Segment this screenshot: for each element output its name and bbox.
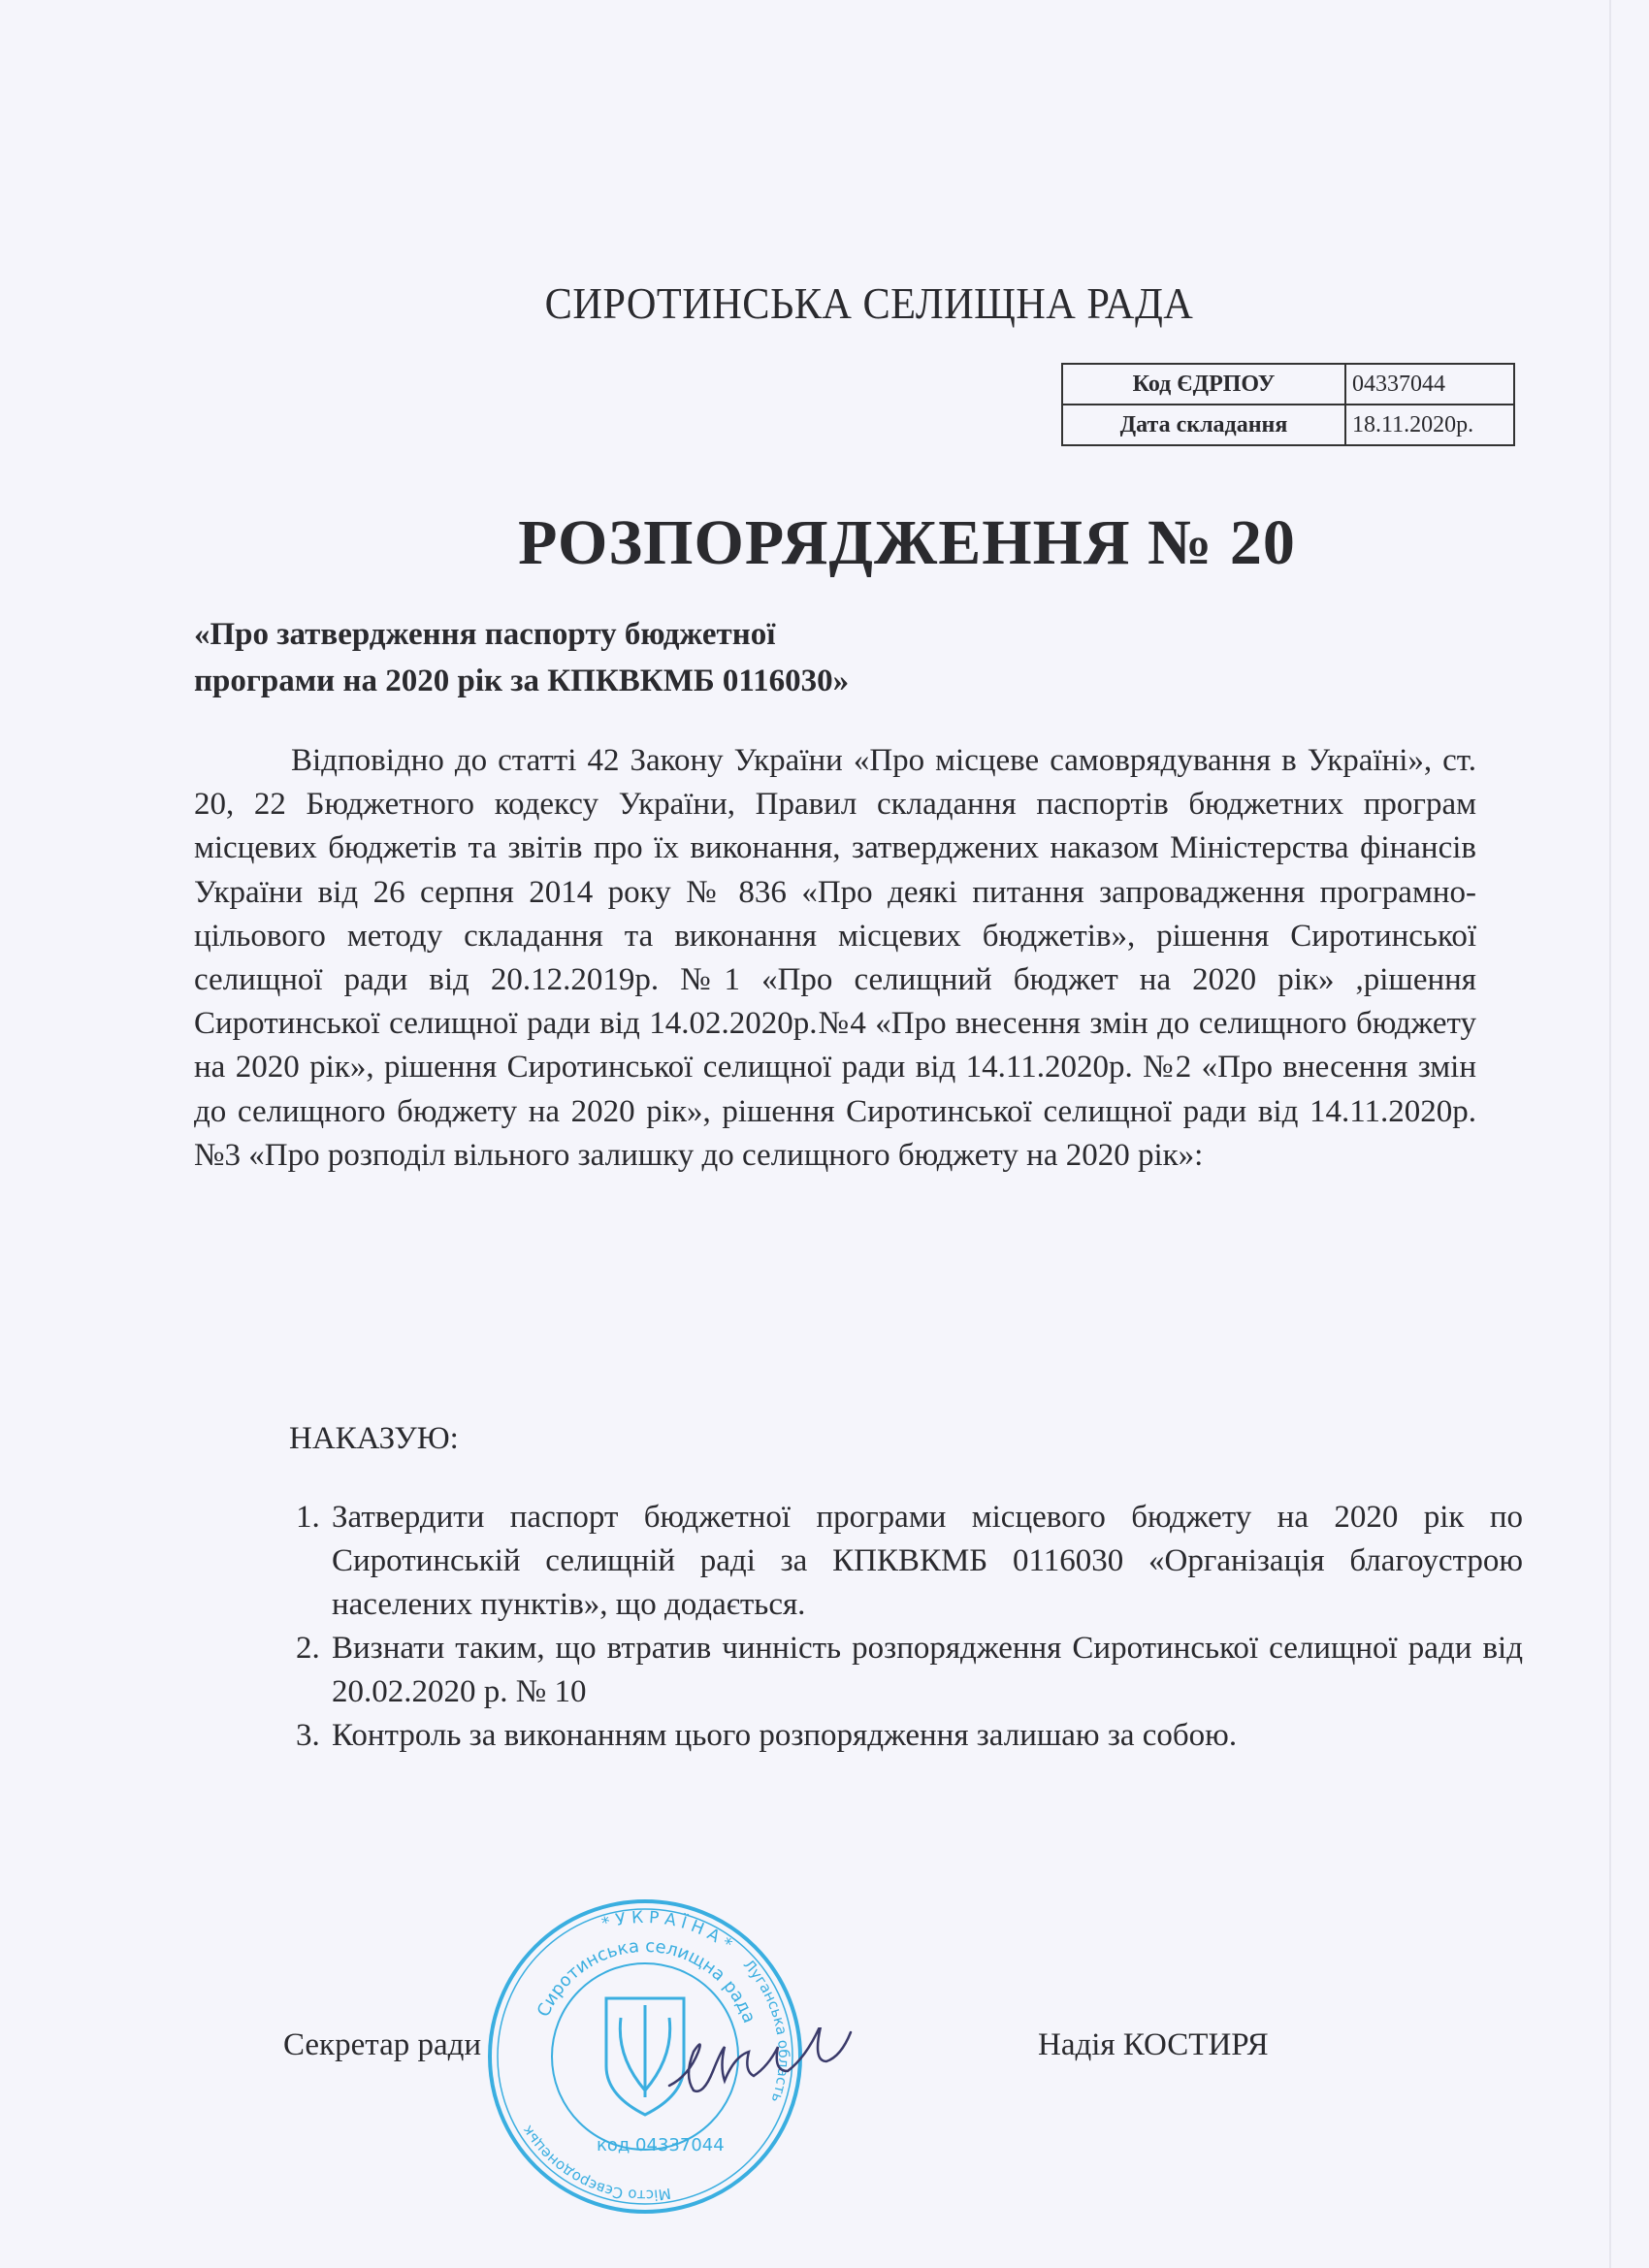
stamp-top-text: * У К Р А Ї Н А * bbox=[599, 1907, 736, 1955]
preamble-paragraph: Відповідно до статті 42 Закону України «Про місцеве самоврядування в Україні», ст. 20, 22 Бюджетного кодексу України, Правил складання паспортів бюджетних програм місцевих бюджетів та звітів про їх виконання, затверджених наказом Міністерства фінансів України від 26 серпня 2014 року № 836 «Про деякі питання запровадження програмно-цільового методу складання та виконання місцевих бюджетів», рішення Сиротинської селищної ради від 20.12.2019р. №1 «Про селищний бюджет на 2020 рік» ,рішення Сиротинської селищної ради від 14.02.2020р.№4 «Про внесення змін до селищного бюджету на 2020 рік», рішення Сиротинської селищної ради від 14.11.2020р. №2 «Про внесення змін до селищного бюджету на 2020 рік», рішення Сиротинської селищної ради від 14.11.2020р. №3 «Про розподіл вільного залишку до селищного бюджету на 2020 рік»: bbox=[194, 743, 1476, 1173]
order-items bbox=[281, 1496, 1523, 1758]
order-item: 3. Контроль за виконанням цього розпорядження залишаю за собою. bbox=[328, 1714, 1523, 1758]
handwritten-signature bbox=[660, 2027, 863, 2105]
stamp-inner-text: Сиротинська селищна рада bbox=[533, 1935, 760, 2026]
meta-value: 18.11.2020р. bbox=[1345, 405, 1514, 445]
subject-line: «Про затвердження паспорту бюджетної bbox=[194, 617, 776, 652]
scan-edge bbox=[1609, 0, 1611, 2268]
meta-table bbox=[1061, 363, 1515, 446]
meta-row-edrpou bbox=[1062, 364, 1514, 405]
stamp-right-text: Луганська область bbox=[739, 1956, 793, 2105]
meta-value: 04337044 bbox=[1345, 364, 1514, 405]
meta-label: Код ЄДРПОУ bbox=[1062, 364, 1345, 405]
signatory-name: Надія КОСТИРЯ bbox=[1038, 2027, 1269, 2062]
subject-line: програми на 2020 рік за КПКВКМБ 0116030» bbox=[194, 664, 850, 698]
stamp-code-text: код 04337044 bbox=[597, 2135, 725, 2155]
order-item: 2. Визнати таким, що втратив чинність розпорядження Сиротинської селищної ради від 20.02.2020 р. № 10 bbox=[328, 1627, 1523, 1714]
organization-name: СИРОТИНСЬКА СЕЛИЩНА РАДА bbox=[544, 278, 1194, 328]
meta-label: Дата складання bbox=[1062, 405, 1345, 445]
stamp-left-text: Місто Сєвєродонецьк bbox=[518, 2122, 672, 2205]
order-item: 1. Затвердити паспорт бюджетної програми місцевого бюджету на 2020 рік по Сиротинській селищній раді за КПКВКМБ 0116030 «Організація благоустрою населених пунктів», що додається. bbox=[328, 1496, 1523, 1627]
signatory-role: Секретар ради bbox=[283, 2027, 482, 2062]
document-subject bbox=[194, 611, 1067, 704]
document-title: РОЗПОРЯДЖЕННЯ № 20 bbox=[518, 507, 1296, 578]
meta-row-date bbox=[1062, 405, 1514, 445]
order-heading: НАКАЗУЮ: bbox=[289, 1421, 459, 1456]
